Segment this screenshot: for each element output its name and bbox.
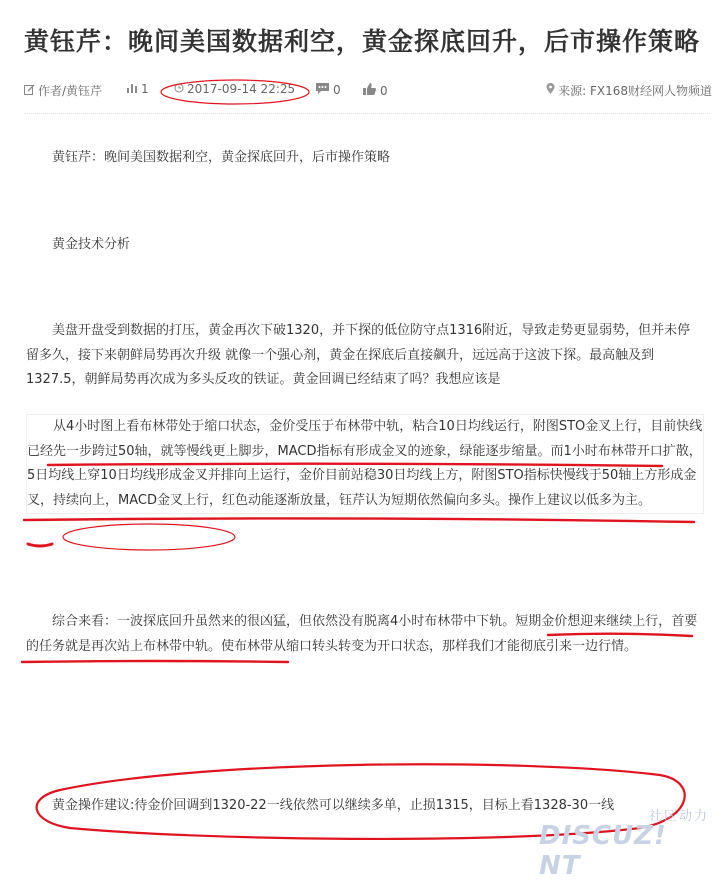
meta-author[interactable]	[24, 82, 102, 99]
article-title: 黄钰芹：晚间美国数据利空，黄金探底回升，后市操作策略	[24, 27, 701, 56]
meta-views	[126, 82, 149, 96]
paragraph-summary: 综合来看：一波探底回升虽然来的很凶猛，但依然没有脱离4小时布林带中下轨。短期金价想迎来继续上行，首要的任务就是再次站上布林带中轨。使布林带从缩口转头转变为开口状态，那样我们才能彻底引来一边行情。	[26, 614, 698, 654]
views-count: 1	[141, 82, 149, 96]
comment-icon	[315, 82, 330, 98]
paragraph-trade-advice: 黄金操作建议:待金价回调到1320-22一线依然可以继续多单，止损1315，目标上看1328-30一线	[52, 798, 615, 813]
paragraph-title-repeat: 黄钰芹：晚间美国数据利空，黄金探底回升，后市操作策略	[52, 150, 391, 165]
meta-comments[interactable]	[315, 82, 341, 98]
clock-icon	[174, 82, 184, 96]
likes-count: 0	[380, 83, 388, 98]
article-meta	[24, 82, 714, 102]
watermark-logo: DISCUZ! NT	[539, 821, 667, 881]
paragraph-section-heading: 黄金技术分析	[52, 237, 131, 252]
edit-icon	[24, 84, 35, 98]
advice-circle	[63, 524, 235, 550]
underline-line5	[28, 544, 52, 546]
watermark-line1: 社区动力	[648, 809, 709, 824]
divider	[24, 113, 710, 114]
discuz-watermark	[539, 799, 719, 881]
meta-likes[interactable]	[362, 82, 388, 99]
bar-chart-icon	[126, 82, 138, 96]
meta-source[interactable]	[546, 82, 712, 99]
meta-datetime	[174, 82, 295, 96]
author-label: 作者/黄钰芹	[38, 84, 103, 98]
underline-summary2	[22, 661, 288, 662]
thumbs-up-icon	[362, 82, 377, 99]
paragraph-market-open: 美盘开盘受到数据的打压，黄金再次下破1320，并下探的低位防守点1316附近，导致走势更显弱势，但并未停留多久，接下来朝鲜局势再次升级 就像一个强心剂，黄金在探底后直接飙升，远远高于这波下探。最高触及到1327.5，朝鲜局势再次成为多头反攻的铁证。黄金回调已经结束了吗？我想应该是	[26, 323, 691, 387]
publish-datetime: 2017-09-14 22:25	[187, 82, 296, 96]
location-icon	[546, 83, 555, 98]
source-label: 来源: FX168财经网人物频道	[558, 84, 712, 98]
comments-count: 0	[333, 83, 341, 97]
paragraph-technical-analysis: 从4小时图上看布林带处于缩口状态，金价受压于布林带中轨，粘合10日均线运行，附图STO金叉上行，目前快线已经先一步跨过50轴，就等慢线更上脚步，MACD指标有形成金叉的迹象，绿能逐步缩量。而1小时布林带开口扩散，5日均线上穿10日均线形成金叉并排向上运行，金价目前站稳30日均线上方，附图STO指标快慢线于50轴上方形成金叉，持续向上，MACD金叉上行，红色动能逐渐放量，钰芹认为短期依然偏向多头。操作上建议以低多为主。	[26, 414, 704, 514]
underline-line4	[24, 518, 694, 522]
